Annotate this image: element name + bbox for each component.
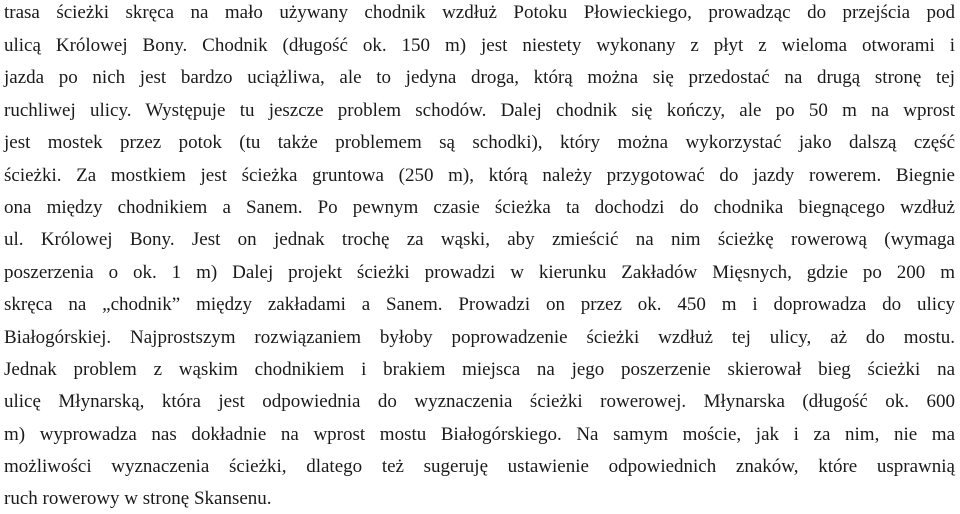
text-line: możliwości wyznaczenia ścieżki, dlatego też sugeruję ustawienie odpowiednich znaków, które usprawnią xyxy=(4,456,955,477)
text-line: ul. Królowej Bony. Jest on jednak trochę za wąski, aby zmieścić na nim ścieżkę rowerową (wymaga xyxy=(4,229,955,250)
text-line: ulicą Królowej Bony. Chodnik (długość ok. 150 m) jest niestety wykonany z płyt z wieloma otworami i xyxy=(4,35,955,56)
text-line: m) wyprowadza nas dokładnie na wprost mostu Białogórskiego. Na samym moście, jak i za nim, nie ma xyxy=(4,424,955,445)
text-line: jazda po nich jest bardzo uciążliwa, ale to jedyna droga, którą można się przedostać na drugą stronę tej xyxy=(4,67,955,88)
text-line: ruchliwej ulicy. Występuje tu jeszcze problem schodów. Dalej chodnik się kończy, ale po 50 m na wprost xyxy=(4,100,955,121)
text-line: ulicę Młynarską, która jest odpowiednia do wyznaczenia ścieżki rowerowej. Młynarska (długość ok. 600 xyxy=(4,391,955,412)
text-line: skręca na „chodnik” między zakładami a Sanem. Prowadzi on przez ok. 450 m i doprowadza do ulicy xyxy=(4,294,955,315)
text-line: poszerzenia o ok. 1 m) Dalej projekt ścieżki prowadzi w kierunku Zakładów Mięsnych, gdzie po 200 m xyxy=(4,262,955,283)
text-line: ruch rowerowy w stronę Skansenu. xyxy=(4,488,272,509)
text-line: ścieżki. Za mostkiem jest ścieżka gruntowa (250 m), którą należy przygotować do jazdy rowerem. Biegnie xyxy=(4,165,955,186)
text-line: Białogórskiej. Najprostszym rozwiązaniem byłoby poprowadzenie ścieżki wzdłuż tej ulicy, aż do mostu. xyxy=(4,327,955,348)
text-line: trasa ścieżki skręca na mało używany chodnik wzdłuż Potoku Płowieckiego, prowadząc do przejścia pod xyxy=(4,2,955,23)
text-line: jest mostek przez potok (tu także problemem są schodki), który można wykorzystać jako dalszą część xyxy=(4,132,955,153)
text-line: ona między chodnikiem a Sanem. Po pewnym czasie ścieżka ta dochodzi do chodnika biegnącego wzdłuż xyxy=(4,197,955,218)
text-line: Jednak problem z wąskim chodnikiem i brakiem miejsca na jego poszerzenie skierował bieg ścieżki na xyxy=(4,359,955,380)
